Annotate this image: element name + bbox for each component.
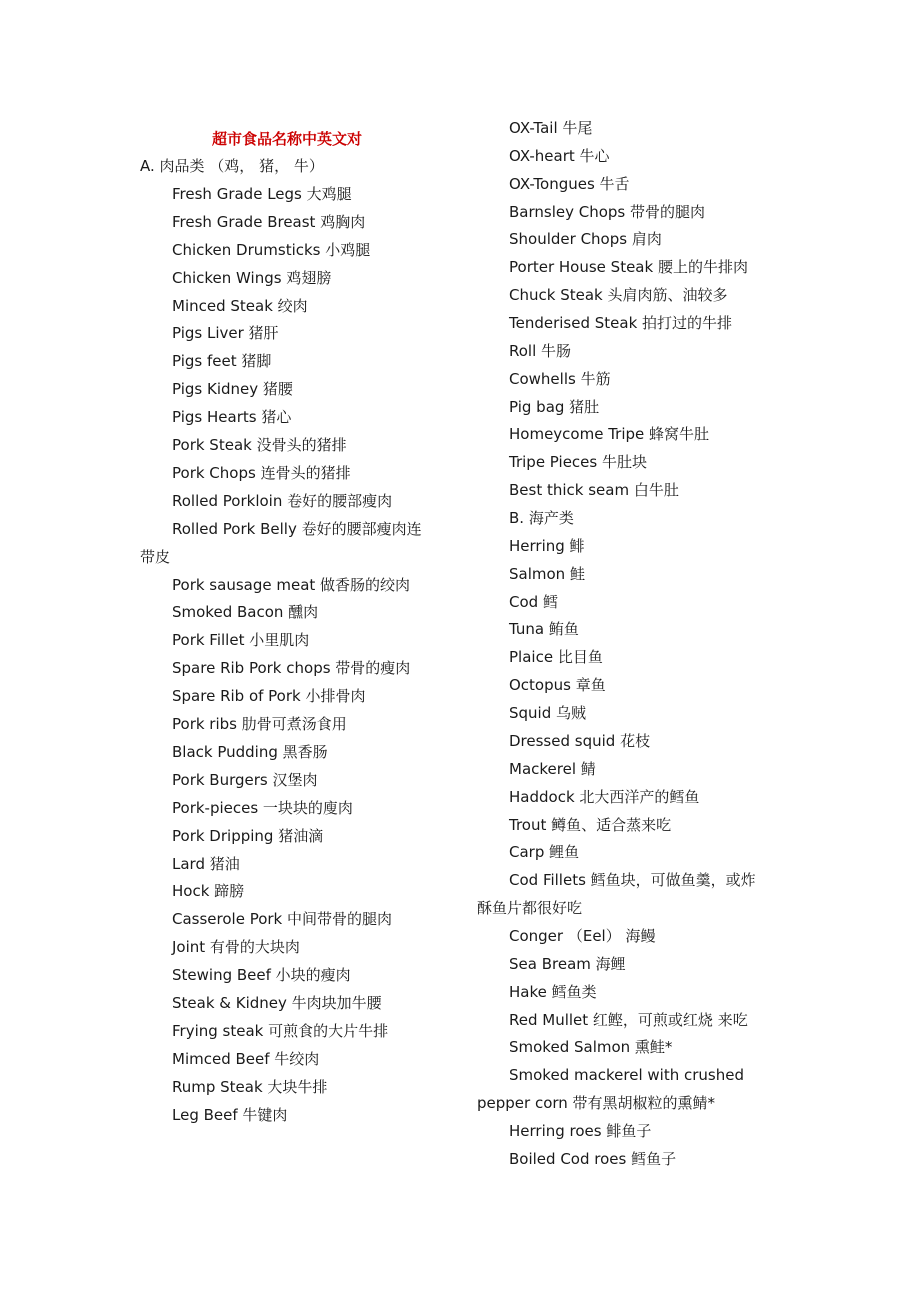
list-item: Mimced Beef 牛绞肉 — [172, 1049, 320, 1068]
list-item: Herring roes 鲱鱼子 — [509, 1121, 652, 1140]
list-item: Pork Fillet 小里肌肉 — [172, 631, 310, 650]
list-item: Smoked Bacon 醺肉 — [172, 603, 319, 622]
list-item: Mackerel 鲭 — [509, 759, 596, 778]
list-item: Sea Bream 海鲤 — [509, 954, 626, 973]
list-item: OX-Tongues 牛舌 — [509, 174, 630, 193]
list-item: Roll 牛肠 — [509, 341, 572, 360]
list-item: Pork Dripping 猪油滴 — [172, 826, 324, 845]
list-item: Minced Steak 绞肉 — [172, 296, 308, 315]
list-item: Hock 蹄膀 — [172, 882, 245, 901]
list-item: Chicken Wings 鸡翅膀 — [172, 268, 332, 287]
list-item: Casserole Pork 中间带骨的腿肉 — [172, 910, 393, 929]
list-item: OX-Tail 牛尾 — [509, 119, 593, 137]
list-item: Pork-pieces 一块块的廋肉 — [172, 798, 353, 817]
list-item: Cod 鳕 — [509, 592, 558, 611]
list-item: Shoulder Chops 肩肉 — [509, 230, 662, 249]
list-item: Pigs Liver 猪肝 — [172, 324, 279, 343]
list-item: Chuck Steak 头肩肉筋、油较多 — [509, 286, 728, 305]
list-item: Barnsley Chops 带骨的腿肉 — [509, 202, 706, 221]
list-item: Pig bag 猪肚 — [509, 397, 600, 416]
list-item: Fresh Grade Legs 大鸡腿 — [172, 184, 352, 203]
list-item: Dressed squid 花枝 — [509, 731, 651, 750]
list-item: Pork ribs 肋骨可煮汤食用 — [172, 715, 347, 733]
list-item: Pigs Kidney 猪腰 — [172, 380, 293, 399]
list-item: Conger （Eel） 海鳗 — [509, 926, 656, 945]
list-item: 酥鱼片都很好吃 — [477, 899, 583, 918]
list-item: Frying steak 可煎食的大片牛排 — [172, 1021, 389, 1040]
list-item: Stewing Beef 小块的瘦肉 — [172, 966, 351, 985]
list-item: Rolled Pork Belly 卷好的腰部瘦肉连 — [172, 519, 422, 538]
list-item: A. 肉品类 （鸡， 猪， 牛） — [140, 157, 324, 175]
list-item: B. 海产类 — [509, 509, 574, 528]
list-item: Plaice 比目鱼 — [509, 648, 603, 667]
list-item: Pork sausage meat 做香肠的绞肉 — [172, 575, 411, 594]
list-item: Pork Burgers 汉堡肉 — [172, 770, 318, 789]
list-item: Smoked Salmon 熏鲑* — [509, 1038, 673, 1057]
list-item: Carp 鲤鱼 — [509, 843, 580, 862]
list-item: Rump Steak 大块牛排 — [172, 1077, 328, 1096]
list-item: Spare Rib of Pork 小排骨肉 — [172, 687, 366, 706]
list-item: Trout 鳟鱼、适合蒸来吃 — [509, 815, 672, 834]
list-item: Tripe Pieces 牛肚块 — [509, 453, 647, 472]
list-item: pepper corn 带有黑胡椒粒的熏鲭* — [477, 1094, 716, 1113]
list-item: Red Mullet 红鲣，可煎或红烧 来吃 — [509, 1010, 748, 1029]
list-item: Black Pudding 黑香肠 — [172, 742, 328, 761]
list-item: Homeycome Tripe 蜂窝牛肚 — [509, 425, 710, 444]
list-item: 带皮 — [140, 547, 171, 566]
list-item: Pork Chops 连骨头的猪排 — [172, 463, 351, 482]
list-item: Steak & Kidney 牛肉块加牛腰 — [172, 994, 382, 1012]
list-item: Chicken Drumsticks 小鸡腿 — [172, 240, 371, 259]
list-item: Tenderised Steak 拍打过的牛排 — [509, 314, 733, 333]
page-title: 超市食品名称中英文对 — [212, 130, 363, 148]
list-item: Pigs Hearts 猪心 — [172, 408, 292, 427]
list-item: Leg Beef 牛键肉 — [172, 1105, 288, 1124]
list-item: Fresh Grade Breast 鸡胸肉 — [172, 212, 366, 231]
list-item: Cowhells 牛筋 — [509, 369, 611, 388]
list-item: Squid 乌贼 — [509, 704, 587, 723]
list-item: Smoked mackerel with crushed — [509, 1066, 744, 1085]
list-item: Salmon 鲑 — [509, 564, 585, 583]
list-item: Cod Fillets 鳕鱼块，可做鱼羹，或炸 — [509, 871, 756, 890]
list-item: Herring 鲱 — [509, 536, 585, 555]
list-item: Best thick seam 白牛肚 — [509, 481, 679, 500]
list-item: Boiled Cod roes 鳕鱼子 — [509, 1149, 677, 1168]
list-item: Pigs feet 猪脚 — [172, 352, 272, 371]
list-item: Rolled Porkloin 卷好的腰部瘦肉 — [172, 491, 393, 510]
list-item: Octopus 章鱼 — [509, 676, 606, 695]
list-item: Hake 鳕鱼类 — [509, 982, 597, 1001]
list-item: Porter House Steak 腰上的牛排肉 — [509, 258, 748, 277]
list-item: Haddock 北大西洋产的鳕鱼 — [509, 787, 700, 806]
list-item: Tuna 鲔鱼 — [509, 620, 579, 639]
list-item: Spare Rib Pork chops 带骨的瘦肉 — [172, 659, 411, 678]
list-item: Lard 猪油 — [172, 854, 240, 873]
list-item: OX-heart 牛心 — [509, 146, 610, 165]
list-item: Joint 有骨的大块肉 — [172, 938, 300, 957]
list-item: Pork Steak 没骨头的猪排 — [172, 436, 347, 454]
